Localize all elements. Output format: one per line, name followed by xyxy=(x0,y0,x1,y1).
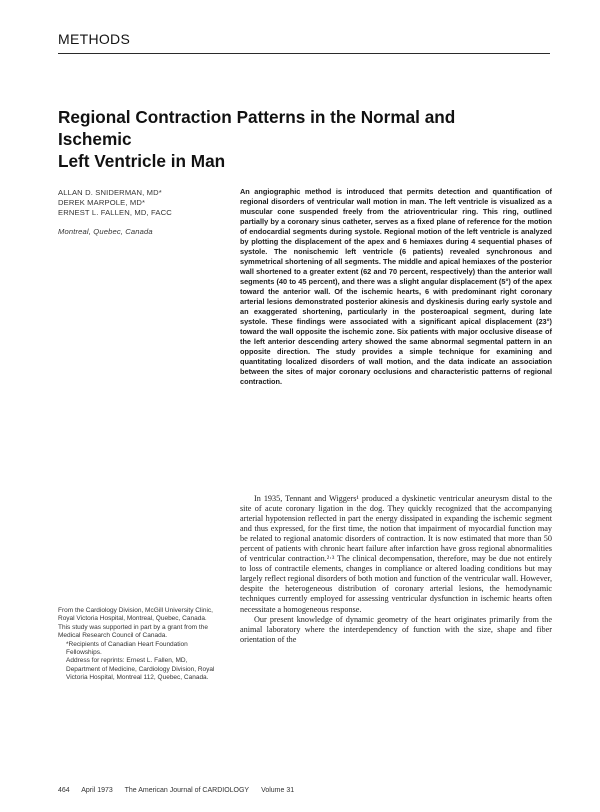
footnote: From the Cardiology Division, McGill University Clinic, Royal Victoria Hospital, Montreal, Quebec, Canada. This study was supported in part by a grant from the Medical Research Council of Canada. xyxy=(58,607,213,640)
body-paragraph: Our present knowledge of dynamic geometry of the heart originates primarily from the animal laboratory where the interdependency of function with the size, shape and fiber orientation of the xyxy=(240,614,552,644)
section-label: METHODS xyxy=(58,31,131,47)
header-rule xyxy=(58,53,550,54)
page-footer xyxy=(58,787,304,794)
abstract: An angiographic method is introduced that permits detection and quantification of regional disorders of ventricular wall motion in man. The left ventricle is visualized as a muscular cone suspended freely from the atrioventricular ring. This ring, outlined partially by a coronary sinus catheter, serves as a fixed plane of reference for the motion of endocardial segments during systole. Regional motion of the left ventricle is analyzed by plotting the displacement of the apex and 6 hemiaxes during 4 sequential phases of systole. The nonischemic left ventricle (6 patients) revealed synchronous and symmetrical shortening of all segments. The middle and apical hemiaxes of the posterior wall shortened to a greater extent (62 and 70 percent, respectively) than the anterior wall segments (40 to 45 percent), and there was a slight angular displacement (5°) of the apex toward the anterior wall. Of the ischemic hearts, 6 with predominant right coronary arterial lesions demonstrated posterior akinesis and dyskinesis during early systole and an exaggerated shortening, particularly in the posteroapical segment, during late systole. These findings were associated with a significant apical displacement (23°) toward the wall opposite the ischemic zone. Six patients with major occlusive disease of the left anterior descending artery showed the same abnormal segmental pattern in an opposite direction. The study provides a simple technique for examining and quantitating localized disorders of wall motion, and the data indicate an association between the sites of major coronary occlusions and characteristic patterns of regional contraction. xyxy=(240,187,552,387)
footnote: Address for reprints: Ernest L. Fallen, MD, Department of Medicine, Cardiology Division, Royal Victoria Hospital, Montreal 112, Quebec, Canada. xyxy=(66,657,215,682)
body-paragraph: In 1935, Tennant and Wiggers¹ produced a dyskinetic ventricular aneurysm distal to the site of acute coronary ligation in the dog. They quickly recognized that the accompanying arterial hypotension reflected in part the energy dissipated in expanding the ischemic segment and thus expressed, for the first time, the notion that impairment of myocardial function may be related to regional anatomic disorders of contraction. It is now estimated that more than 50 percent of patients with chronic heart failure after infarction have gross regional abnormalities of ventricular contraction.²·³ The clinical decompensation, therefore, may be due not entirely to loss of contractile elements, changes in compliance or altered loading conditions but may largely reflect regional disorders of both motion and function of the ventricular wall. However, despite the heterogeneous distribution of coronary arterial lesions, the hemodynamic techniques currently employed for assessing ventricular dysfunction in ischemic hearts often necessitate a homogeneous response. xyxy=(240,494,552,614)
issue-date: April 1973 xyxy=(81,787,113,794)
footnote: *Recipients of Canadian Heart Foundation Fellowships. xyxy=(66,640,188,657)
volume-number: Volume 31 xyxy=(261,787,295,794)
page-number: 464 xyxy=(58,787,70,794)
title-line-2: Left Ventricle in Man xyxy=(58,151,226,171)
article-title xyxy=(58,106,528,172)
body-text xyxy=(240,494,552,645)
author-block xyxy=(58,188,228,237)
footnotes xyxy=(58,607,220,683)
journal-name: The American Journal of CARDIOLOGY xyxy=(124,787,250,794)
author-name: ALLAN D. SNIDERMAN, MD* xyxy=(58,188,162,197)
author-name: ERNEST L. FALLEN, MD, FACC xyxy=(58,208,172,217)
affiliation: Montreal, Quebec, Canada xyxy=(58,227,153,236)
author-name: DEREK MARPOLE, MD* xyxy=(58,198,146,207)
title-line-1: Regional Contraction Patterns in the Normal and Ischemic xyxy=(58,107,456,149)
